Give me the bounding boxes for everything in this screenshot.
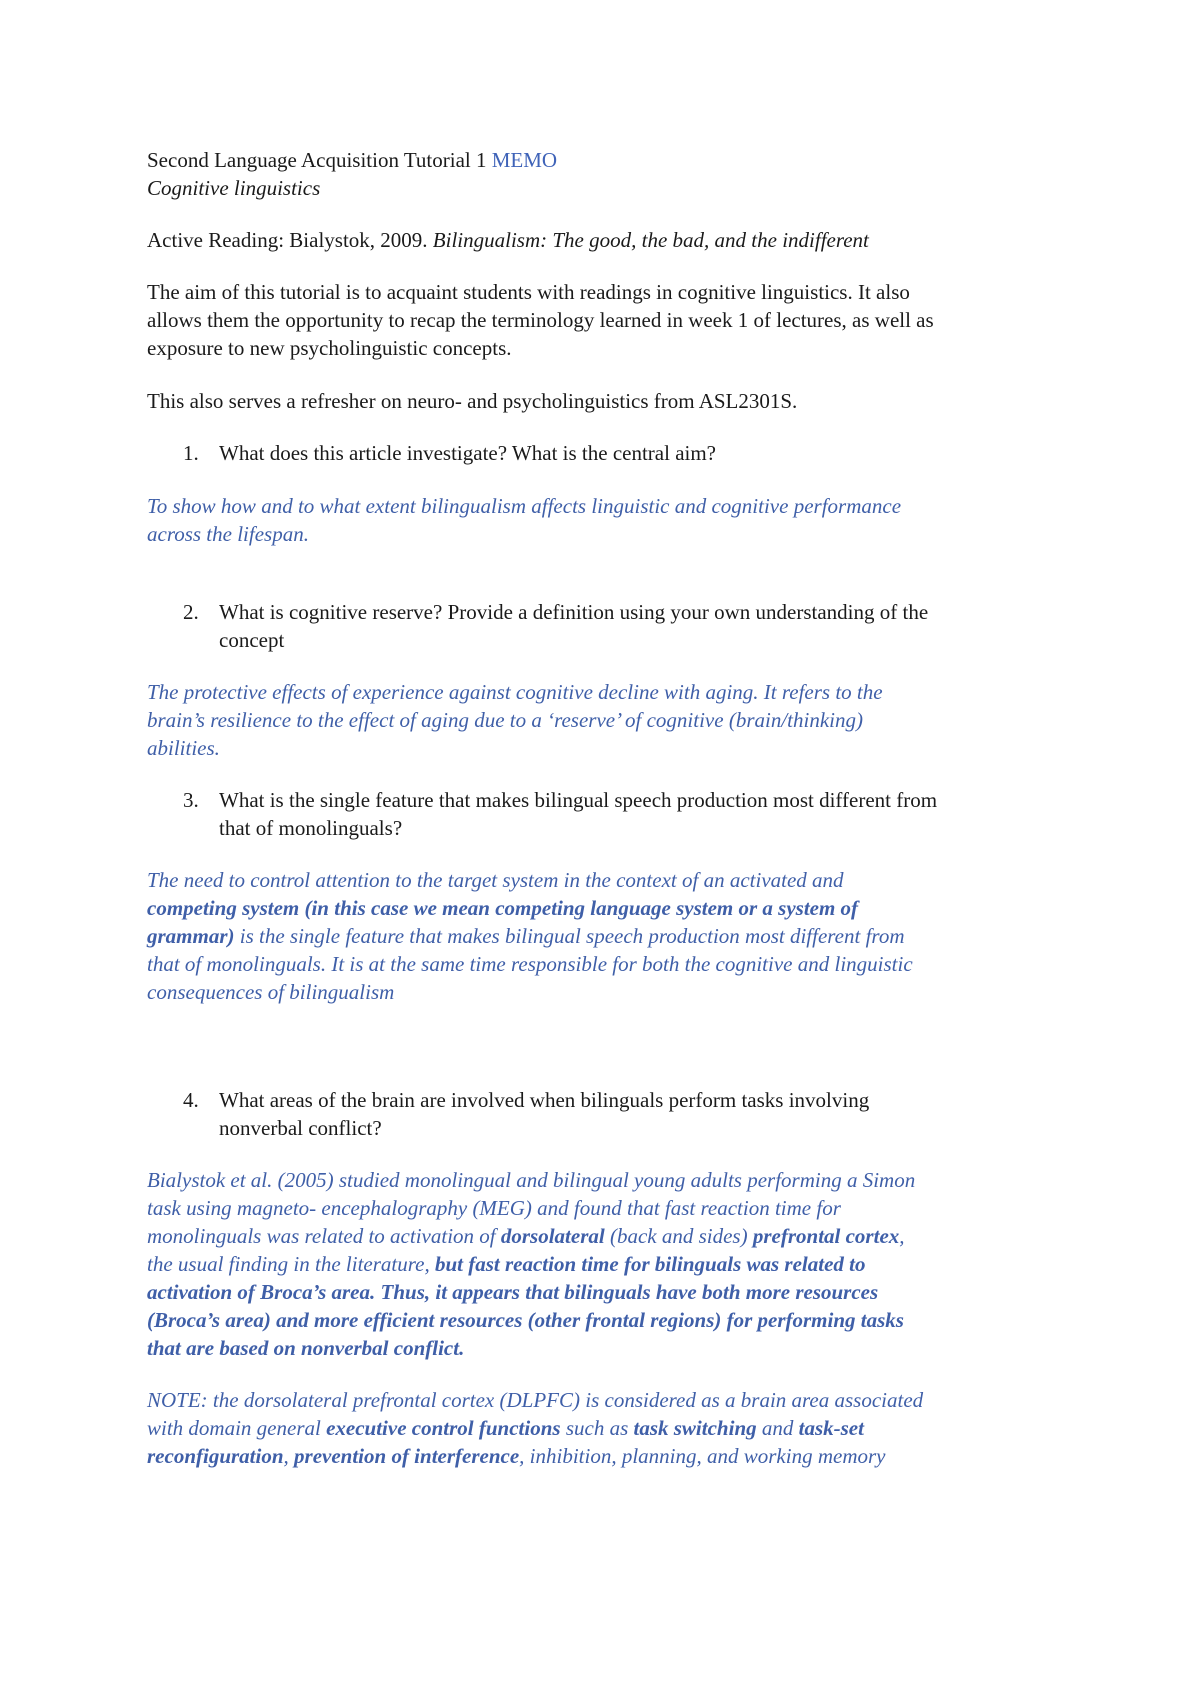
answer-emphasis: prefrontal cortex: [752, 1224, 900, 1248]
answer-4: [147, 1166, 1067, 1362]
document-subtitle: Cognitive linguistics: [147, 176, 321, 200]
question-number: 1.: [183, 441, 199, 465]
answer-emphasis: grammar): [147, 924, 235, 948]
note-text: with domain general: [147, 1416, 327, 1440]
answer-line: [147, 922, 1067, 950]
answer-line: To show how and to what extent bilingualism affects linguistic and cognitive performance: [147, 494, 902, 518]
note-emphasis: task switching: [633, 1416, 757, 1440]
reading-prefix: Active Reading: Bialystok, 2009.: [147, 228, 433, 252]
answer-line: The protective effects of experience against cognitive decline with aging. It refers to the: [147, 680, 883, 704]
answer-text: (back and sides): [604, 1224, 753, 1248]
active-reading: [147, 226, 1067, 254]
dlpfc-note: [147, 1386, 1067, 1470]
note-text: , inhibition, planning, and working memory: [519, 1444, 886, 1468]
note-text: such as: [560, 1416, 634, 1440]
answer-line: [147, 1250, 1067, 1278]
intro-line: allows them the opportunity to recap the terminology learned in week 1 of lectures, as well as: [147, 308, 934, 332]
answer-line: competing system (in this case we mean competing language system or a system of: [147, 896, 859, 920]
intro-line: The aim of this tutorial is to acquaint students with readings in cognitive linguistics. It also: [147, 280, 910, 304]
question-number: 3.: [183, 788, 199, 812]
question-text: nonverbal conflict?: [219, 1116, 382, 1140]
answer-line: activation of Broca’s area. Thus, it appears that bilinguals have both more resources: [147, 1280, 879, 1304]
question-text: that of monolinguals?: [219, 816, 403, 840]
answer-line: [147, 1222, 1067, 1250]
document-title: [147, 146, 1067, 174]
question-1: [147, 439, 1067, 467]
title-text: Second Language Acquisition Tutorial 1: [147, 148, 492, 172]
answer-line: (Broca’s area) and more efficient resources (other frontal regions) for performing tasks: [147, 1308, 904, 1332]
note-line: [147, 1414, 1067, 1442]
answer-emphasis: but fast reaction time for bilinguals was related to: [434, 1252, 866, 1276]
answer-text: monolinguals was related to activation of: [147, 1224, 501, 1248]
question-text: What does this article investigate? What is the central aim?: [219, 441, 717, 465]
question-2: [147, 598, 1067, 654]
memo-label: MEMO: [491, 148, 558, 172]
answer-text: ,: [899, 1224, 905, 1248]
answer-text: is the single feature that makes bilingual speech production most different from: [234, 924, 905, 948]
note-line: NOTE: the dorsolateral prefrontal cortex (DLPFC) is considered as a brain area associated: [147, 1388, 924, 1412]
answer-line: across the lifespan.: [147, 522, 309, 546]
question-number: 4.: [183, 1088, 199, 1112]
question-text: What is cognitive reserve? Provide a definition using your own understanding of the: [219, 600, 929, 624]
note-emphasis: executive control functions: [326, 1416, 561, 1440]
answer-1: [147, 492, 1067, 548]
note-text: ,: [283, 1444, 295, 1468]
question-text: What is the single feature that makes bilingual speech production most different from: [219, 788, 938, 812]
question-4: [147, 1086, 1067, 1142]
note-emphasis: task-set: [798, 1416, 864, 1440]
intro-paragraph: [147, 278, 1067, 362]
question-text: What areas of the brain are involved when bilinguals perform tasks involving: [219, 1088, 870, 1112]
intro-line: exposure to new psycholinguistic concepts.: [147, 336, 512, 360]
answer-3: [147, 866, 1067, 1006]
note-emphasis: prevention of interference: [294, 1444, 520, 1468]
answer-line: The need to control attention to the target system in the context of an activated and: [147, 868, 844, 892]
answer-2: [147, 678, 1067, 762]
reading-title: Bilingualism: The good, the bad, and the indifferent: [432, 228, 869, 252]
answer-line: that are based on nonverbal conflict.: [147, 1336, 465, 1360]
answer-line: Bialystok et al. (2005) studied monolingual and bilingual young adults performing a Simon: [147, 1168, 916, 1192]
refresher-note: This also serves a refresher on neuro- and psycholinguistics from ASL2301S.: [147, 389, 798, 413]
question-3: [147, 786, 1067, 842]
answer-line: consequences of bilingualism: [147, 980, 395, 1004]
document-page: [147, 146, 1067, 1470]
answer-text: the usual finding in the literature,: [147, 1252, 435, 1276]
answer-line: brain’s resilience to the effect of aging due to a ‘reserve’ of cognitive (brain/thinking): [147, 708, 863, 732]
answer-emphasis: dorsolateral: [500, 1224, 605, 1248]
answer-line: task using magneto- encephalography (MEG) and found that fast reaction time for: [147, 1196, 841, 1220]
note-line: [147, 1442, 1067, 1470]
answer-line: abilities.: [147, 736, 220, 760]
question-number: 2.: [183, 600, 199, 624]
note-text: and: [756, 1416, 799, 1440]
question-text: concept: [219, 628, 285, 652]
answer-line: that of monolinguals. It is at the same time responsible for both the cognitive and linguistic: [147, 952, 913, 976]
note-emphasis: reconfiguration: [147, 1444, 284, 1468]
